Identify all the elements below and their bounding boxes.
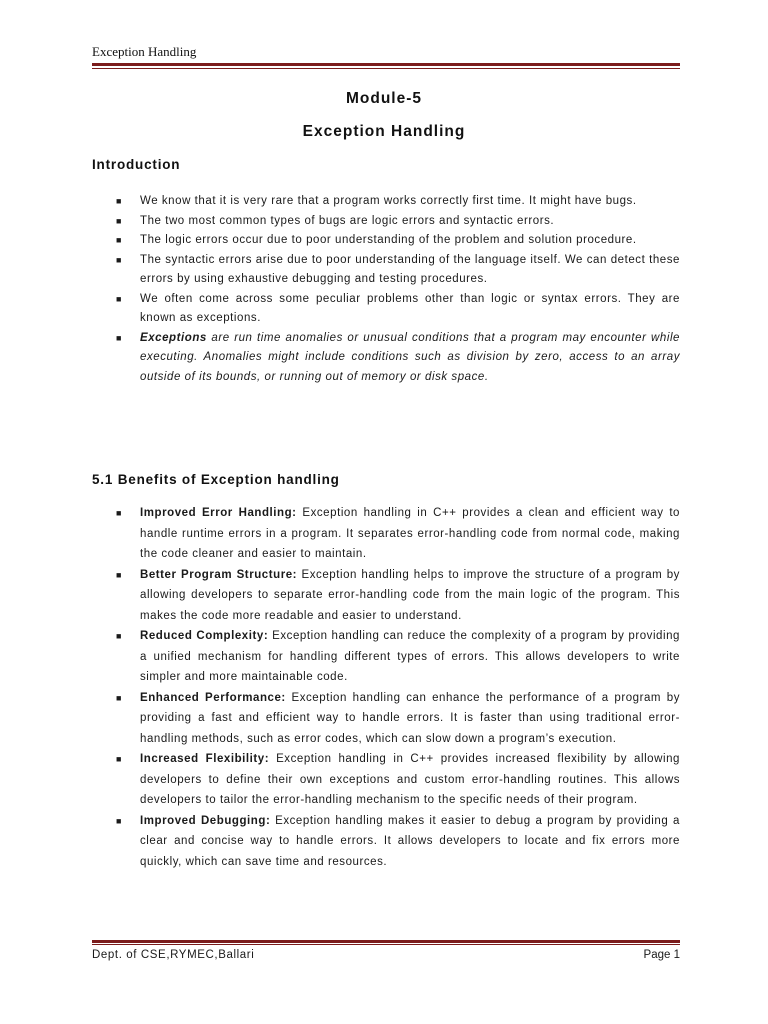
header-rule-thin xyxy=(92,68,680,69)
benefit-term: Improved Debugging: xyxy=(140,814,271,827)
bullet-icon: ■ xyxy=(116,196,122,206)
benefit-text: Exception handling in C++ provides increased flexibility by allowing developers to define their own exceptions and custom error-handling routines. This allows developers to tailor the error-handling mechanism to the specific needs of their program. xyxy=(140,753,680,806)
benefits-heading: 5.1 Benefits of Exception handling xyxy=(92,472,340,487)
benefit-term: Increased Flexibility: xyxy=(140,753,270,765)
list-item xyxy=(92,290,680,329)
benefit-item xyxy=(92,626,680,688)
benefit-item xyxy=(92,565,680,627)
bullet-icon: ■ xyxy=(116,293,122,304)
benefit-item xyxy=(92,503,680,565)
benefit-term: Enhanced Performance: xyxy=(140,691,286,704)
list-item xyxy=(92,192,680,212)
running-header: Exception Handling xyxy=(92,44,197,59)
bullet-icon: ■ xyxy=(116,215,122,226)
footer-rule-thick xyxy=(92,940,680,943)
bullet-icon: ■ xyxy=(116,692,122,703)
benefit-term: Reduced Complexity: xyxy=(140,630,269,642)
bullet-icon: ■ xyxy=(116,254,122,265)
benefit-item xyxy=(92,811,680,873)
topic-title: Exception Handling xyxy=(302,123,466,140)
bullet-icon: ■ xyxy=(116,631,122,641)
footer-department: Dept. of CSE,RYMEC,Ballari xyxy=(92,949,255,961)
list-item xyxy=(92,212,680,232)
benefit-term: Improved Error Handling: xyxy=(140,507,297,519)
exceptions-term: Exceptions xyxy=(140,331,207,344)
benefit-item xyxy=(92,688,680,750)
list-item-text: We know that it is very rare that a program works correctly first time. It might have bugs. xyxy=(140,195,637,207)
benefit-text: Exception handling can reduce the complexity of a program by providing a unified mechanism for handling different types of errors. This allows developers to write simpler and more maintainable code. xyxy=(140,630,680,683)
header-rule-thick xyxy=(92,63,680,66)
list-item-text: The logic errors occur due to poor understanding of the problem and solution procedure. xyxy=(140,234,637,246)
list-item xyxy=(92,251,680,290)
benefit-term: Better Program Structure: xyxy=(140,568,298,581)
bullet-icon: ■ xyxy=(116,815,122,826)
list-item-exceptions xyxy=(92,329,680,388)
bullet-icon: ■ xyxy=(116,235,122,245)
list-item-text: We often come across some peculiar problems other than logic or syntax errors. They are known as exceptions. xyxy=(140,292,680,324)
bullet-icon: ■ xyxy=(116,332,122,343)
page-number: Page 1 xyxy=(643,949,680,961)
benefit-item xyxy=(92,749,680,811)
footer-rule-thin xyxy=(92,944,680,945)
benefit-text: Exception handling can enhance the performance of a program by providing a fast and efficient way to handle errors. It is faster than using traditional error-handling methods, such as error codes, which can slow down a program’s execution. xyxy=(140,691,680,745)
intro-list xyxy=(92,192,680,387)
module-title: Module-5 xyxy=(345,90,423,107)
intro-heading: Introduction xyxy=(92,157,181,172)
benefits-list xyxy=(92,503,680,872)
bullet-icon: ■ xyxy=(116,508,122,518)
benefit-text: Exception handling in C++ provides a clean and efficient way to handle runtime errors in a program. It separates error-handling code from normal code, making the code cleaner and easier to maintain. xyxy=(140,507,681,560)
benefit-text: Exception handling makes it easier to debug a program by providing a clear and concise way to handle errors. It allows developers to locate and fix errors more quickly, which can save time and resources. xyxy=(140,814,681,868)
list-item-text: The syntactic errors arise due to poor understanding of the language itself. We can detect these errors by using exhaustive debugging and testing procedures. xyxy=(140,253,680,285)
benefit-text: Exception handling helps to improve the structure of a program by allowing developers to separate error-handling code from the main logic of the program. This makes the code more readable and easier to understand. xyxy=(140,568,680,622)
exceptions-definition: are run time anomalies or unusual conditions that a program may encounter while executing. Anomalies might include conditions such as division by zero, access to an array outside of its bounds, or running out of memory or disk space. xyxy=(140,331,680,383)
bullet-icon: ■ xyxy=(116,569,122,580)
list-item-text: The two most common types of bugs are logic errors and syntactic errors. xyxy=(140,214,555,227)
bullet-icon: ■ xyxy=(116,754,122,764)
list-item xyxy=(92,231,680,251)
